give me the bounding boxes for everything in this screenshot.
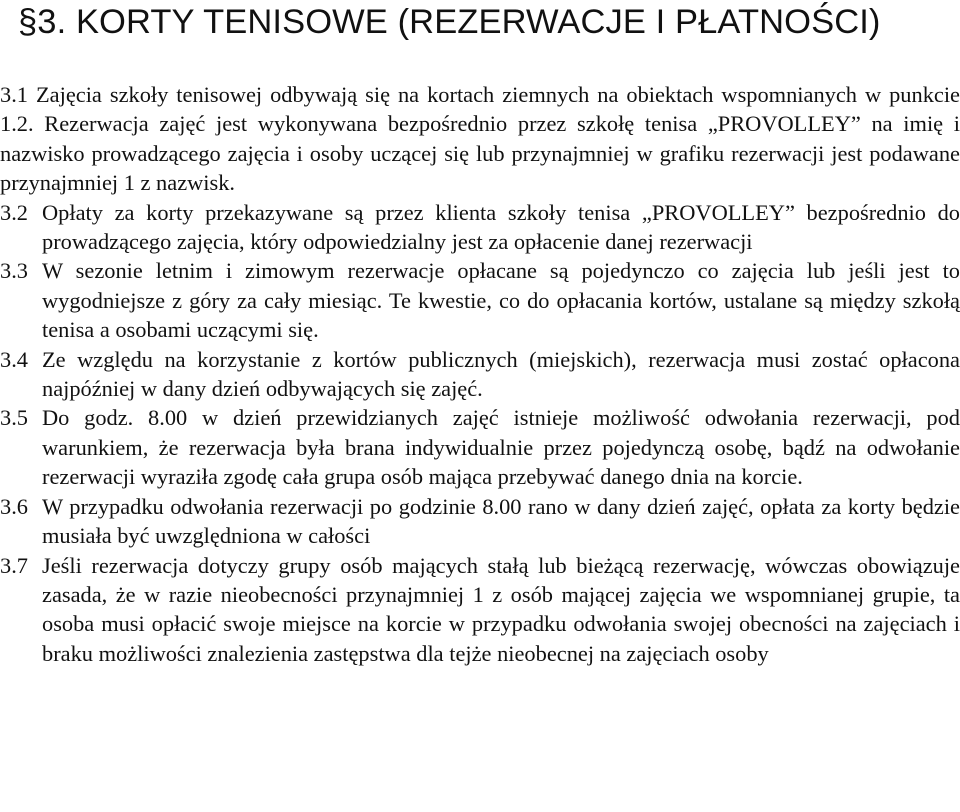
paragraph-body: W sezonie letnim i zimowym rezerwacje opłacane są pojedynczo co zajęcia lub jeśli jest to wygodniejsze z góry za cały miesiąc. Te kwestie, co do opłacania kortów, ustalane są między szkołą tenisa a osobami uczącymi się. (42, 258, 960, 343)
paragraph-number: 3.7 (0, 552, 28, 578)
paragraph-number: 3.2 (0, 199, 28, 225)
paragraph-body: Opłaty za korty przekazywane są przez klienta szkoły tenisa „PROVOLLEY” bezpośrednio do prowadzącego zajęcia, który odpowiedzialny jest za opłacenie danej rezerwacji (42, 199, 960, 255)
paragraph-3-2 (0, 198, 960, 257)
paragraph-body: Do godz. 8.00 w dzień przewidzianych zajęć istnieje możliwość odwołania rezerwacji, pod warunkiem, że rezerwacja była brana indywidualnie przez pojedynczą osobę, bądź na odwołanie rezerwacji wyraziła zgodę cała grupa osób mająca przebywać danego dnia na korcie. (42, 405, 960, 490)
paragraph-number: 3.1 (0, 82, 28, 107)
section-body (0, 80, 960, 668)
paragraph-body: Jeśli rezerwacja dotyczy grupy osób mających stałą lub bieżącą rezerwację, wówczas obowiązuje zasada, że w razie nieobecności przynajmniej 1 z osób mającej zajęcia we wspomnianej grupie, ta osoba musi opłacić swoje miejsce na korcie w przypadku odwołania swojej obecności na zajęciach i braku możliwości znalezienia zastępstwa dla tejże nieobecnej na zajęciach osoby (42, 552, 960, 666)
paragraph-3-1 (0, 80, 960, 198)
paragraph-text (0, 80, 960, 198)
paragraph-number: 3.3 (0, 258, 28, 284)
paragraph-body: Ze względu na korzystanie z kortów publicznych (miejskich), rezerwacja musi zostać opłacona najpóźniej w dany dzień odbywających się zajęć. (42, 346, 960, 402)
paragraph-3-3 (0, 256, 960, 344)
paragraph-number: 3.6 (0, 493, 28, 519)
paragraph-number: 3.5 (0, 405, 28, 431)
paragraph-3-6 (0, 492, 960, 551)
paragraph-3-4 (0, 345, 960, 404)
paragraph-body: Zajęcia szkoły tenisowej odbywają się na kortach ziemnych na obiektach wspomnianych w punkcie 1.2. Rezerwacja zajęć jest wykonywana bezpośrednio przez szkołę tenisa „PROVOLLEY” na imię i nazwisko prowadzącego zajęcia i osoby uczącej się lub przynajmniej w grafiku rezerwacji jest podawane przynajmniej 1 z nazwisk. (0, 82, 960, 196)
paragraph-3-7 (0, 551, 960, 669)
paragraph-3-5 (0, 403, 960, 491)
paragraph-number: 3.4 (0, 346, 28, 372)
paragraph-body: W przypadku odwołania rezerwacji po godzinie 8.00 rano w dany dzień zajęć, opłata za korty będzie musiała być uwzględniona w całości (42, 493, 960, 549)
section-heading: §3. KORTY TENISOWE (REZERWACJE I PŁATNOŚCI) (18, 3, 881, 41)
